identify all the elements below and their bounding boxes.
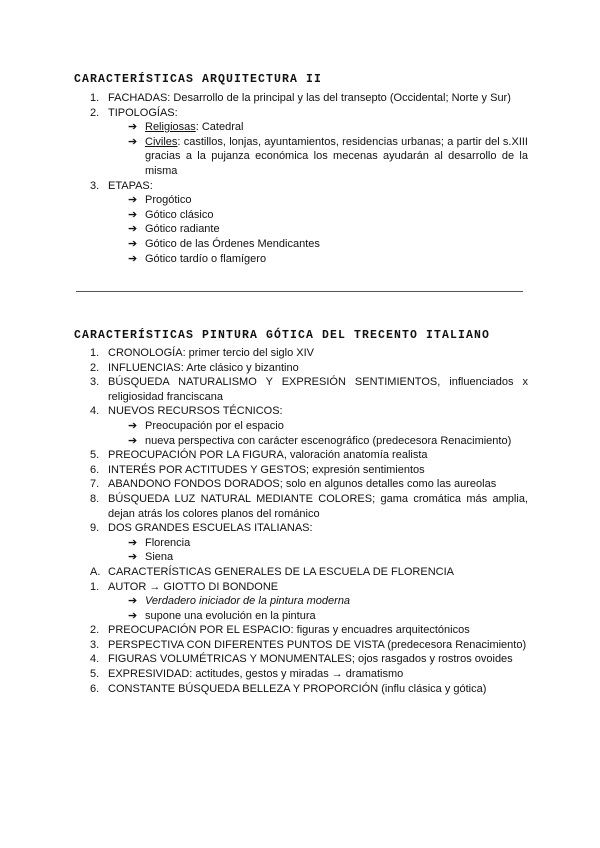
sub-item-civiles: ➔ Civiles: castillos, lonjas, ayuntamientos, residencias urbanas; a partir del s.XIII gracias a la pujanza económica los mecenas ayudarán al desarrollo de la misma: [128, 135, 528, 177]
list-item: 2. TIPOLOGÍAS:: [90, 106, 178, 119]
list-item: 1. FACHADAS: Desarrollo de la principal y las del transepto (Occidental; Norte y Sur): [90, 92, 511, 104]
arrow-icon: ➔: [128, 208, 138, 221]
arch-title: CARACTERÍSTICAS ARQUITECTURA II: [74, 73, 323, 86]
arrow-icon: ➔: [128, 237, 138, 250]
sub-item: ➔ Florencia: [128, 536, 191, 549]
arrow-icon: ➔: [128, 121, 138, 134]
list-item: 2. INFLUENCIAS: Arte clásico y bizantino: [90, 361, 299, 374]
list-item: 9. DOS GRANDES ESCUELAS ITALIANAS:: [90, 522, 313, 535]
arrow-icon: ➔: [128, 194, 138, 207]
list-item: 4. FIGURAS VOLUMÉTRICAS Y MONUMENTALES; ojos rasgados y rostros ovoides: [90, 653, 513, 666]
sub-item: ➔ Gótico tardío o flamígero: [128, 252, 267, 265]
list-item: 2. PREOCUPACIÓN POR EL ESPACIO: figuras y encuadres arquitectónicos: [90, 624, 470, 637]
sub-item: ➔ supone una evolución en la pintura: [128, 609, 316, 622]
arrow-icon: ➔: [128, 252, 138, 265]
sub-item: ➔ Gótico de las Órdenes Mendicantes: [128, 237, 320, 250]
list-item: 5. PREOCUPACIÓN POR LA FIGURA, valoración anatomía realista: [90, 449, 428, 462]
list-item: 3. BÚSQUEDA NATURALISMO Y EXPRESIÓN SENTIMIENTOS, influenciados x religiosidad franciscana: [90, 376, 528, 403]
list-item: 1. AUTOR → GIOTTO DI BONDONE: [90, 580, 279, 593]
list-item: 5. EXPRESIVIDAD: actitudes, gestos y miradas → dramatismo: [90, 668, 404, 681]
sub-item: ➔ Preocupación por el espacio: [128, 419, 284, 432]
arrow-icon: ➔: [128, 419, 138, 432]
list-item: 6. CONSTANTE BÚSQUEDA BELLEZA Y PROPORCIÓN (influ clásica y gótica): [90, 682, 487, 695]
list-item: 3. PERSPECTIVA CON DIFERENTES PUNTOS DE VISTA (predecesora Renacimiento): [90, 638, 527, 651]
list-item: 8. BÚSQUEDA LUZ NATURAL MEDIANTE COLORES; gama cromática más amplia, dejan atrás los colores planos del románico: [90, 492, 528, 520]
section-a-heading: A. CARACTERÍSTICAS GENERALES DE LA ESCUELA DE FLORENCIA: [90, 565, 454, 578]
arrow-icon: ➔: [128, 609, 138, 622]
sub-item: ➔ Gótico radiante: [128, 223, 220, 236]
horizontal-divider: [76, 291, 523, 292]
sub-item: ➔ Siena: [128, 551, 174, 564]
arrow-icon: ➔: [128, 223, 138, 236]
list-item: 3. ETAPAS:: [90, 179, 153, 192]
arrow-icon: ➔: [128, 434, 138, 447]
arch-list: [0, 91, 600, 266]
arrow-icon: ➔: [128, 551, 138, 564]
sub-item-religiosas: ➔ Religiosas: Catedral: [128, 121, 244, 134]
pint-title: CARACTERÍSTICAS PINTURA GÓTICA DEL TRECENTO ITALIANO: [74, 329, 491, 342]
list-item: 4. NUEVOS RECURSOS TÉCNICOS:: [90, 405, 283, 418]
sub-item: ➔ Progótico: [128, 194, 192, 207]
arrow-icon: ➔: [128, 536, 138, 549]
list-item: 1. CRONOLOGÍA: primer tercio del siglo XIV: [90, 347, 315, 359]
sub-item: ➔ Verdadero iniciador de la pintura moderna: [128, 595, 351, 608]
sub-item: ➔ nueva perspectiva con carácter escenográfico (predecesora Renacimiento): [128, 434, 512, 447]
list-item: 6. INTERÉS POR ACTITUDES Y GESTOS; expresión sentimientos: [90, 463, 425, 476]
list-item: 7. ABANDONO FONDOS DORADOS; solo en algunos detalles como las aureolas: [90, 478, 497, 491]
arrow-icon: ➔: [128, 595, 138, 608]
pint-list: [0, 346, 600, 696]
arrow-icon: ➔: [128, 135, 138, 148]
sub-item: ➔ Gótico clásico: [128, 208, 214, 221]
